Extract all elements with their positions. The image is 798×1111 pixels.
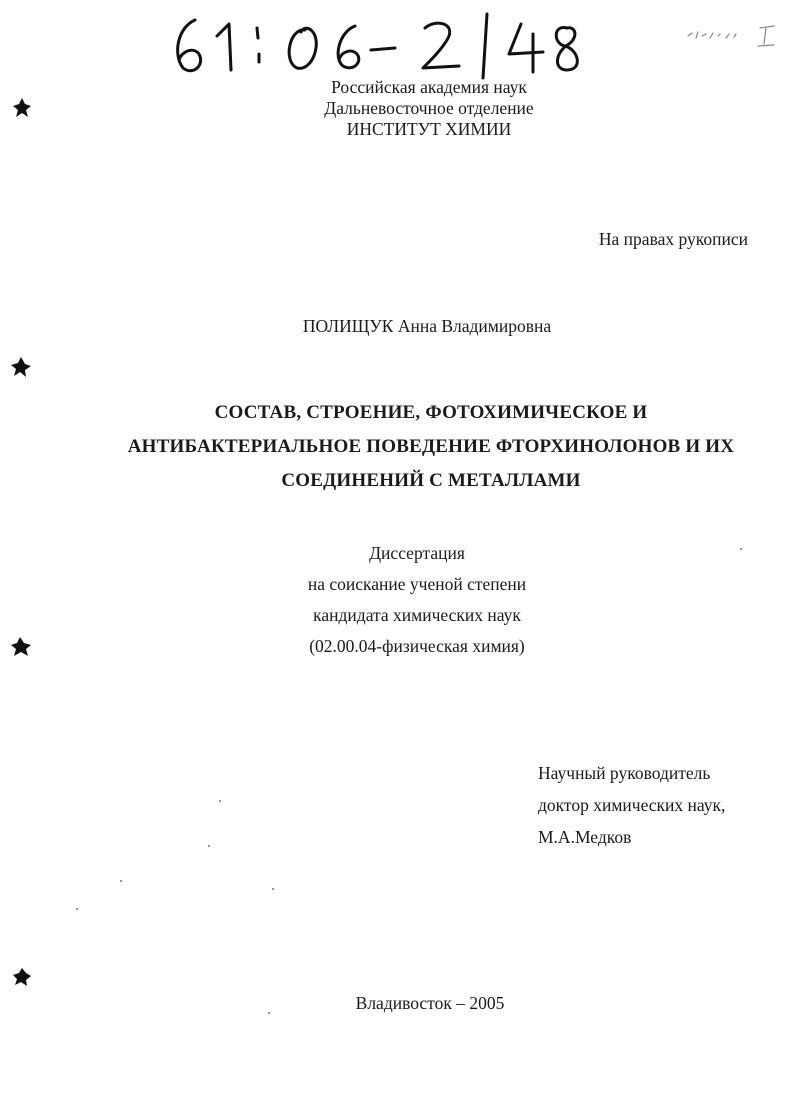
- scan-speck: [76, 908, 78, 910]
- manuscript-rights-notice: На правах рукописи: [598, 229, 748, 249]
- institution-academy: Российская академия наук: [331, 77, 527, 97]
- degree-line: Диссертация: [369, 543, 465, 563]
- author-name: ПОЛИЩУК Анна Владимировна: [302, 316, 552, 336]
- scan-speck: [208, 845, 210, 847]
- degree-line: (02.00.04-физическая химия): [309, 636, 525, 656]
- title-line: АНТИБАКТЕРИАЛЬНОЕ ПОВЕДЕНИЕ ФТОРХИНОЛОНОВ И ИХ: [127, 436, 735, 457]
- advisor-degree: доктор химических наук,: [538, 795, 726, 815]
- title-line: СОСТАВ, СТРОЕНИЕ, ФОТОХИМИЧЕСКОЕ И: [214, 402, 648, 423]
- degree-description: [0, 538, 798, 662]
- title-line: СОЕДИНЕНИЙ С МЕТАЛЛАМИ: [281, 470, 581, 491]
- institution-branch: Дальневосточное отделение: [324, 98, 534, 118]
- scan-speck: [219, 800, 221, 802]
- institution-name: ИНСТИТУТ ХИМИИ: [346, 119, 512, 139]
- degree-line: на соискание ученой степени: [307, 574, 527, 594]
- dissertation-title: [0, 396, 798, 498]
- binding-hole-mark: [9, 964, 35, 990]
- scan-speck: [272, 888, 274, 890]
- scientific-advisor: [538, 757, 725, 853]
- advisor-name: М.А.Медков: [538, 827, 632, 847]
- scan-speck: [120, 880, 122, 882]
- city-year: Владивосток – 2005: [355, 993, 505, 1013]
- binding-hole-mark: [8, 354, 34, 380]
- handwritten-archive-code: [165, 10, 605, 80]
- degree-line: кандидата химических наук: [313, 605, 521, 625]
- archive-stamp-mark: [682, 20, 782, 50]
- institution-header: [0, 77, 798, 140]
- advisor-role: Научный руководитель: [538, 763, 711, 783]
